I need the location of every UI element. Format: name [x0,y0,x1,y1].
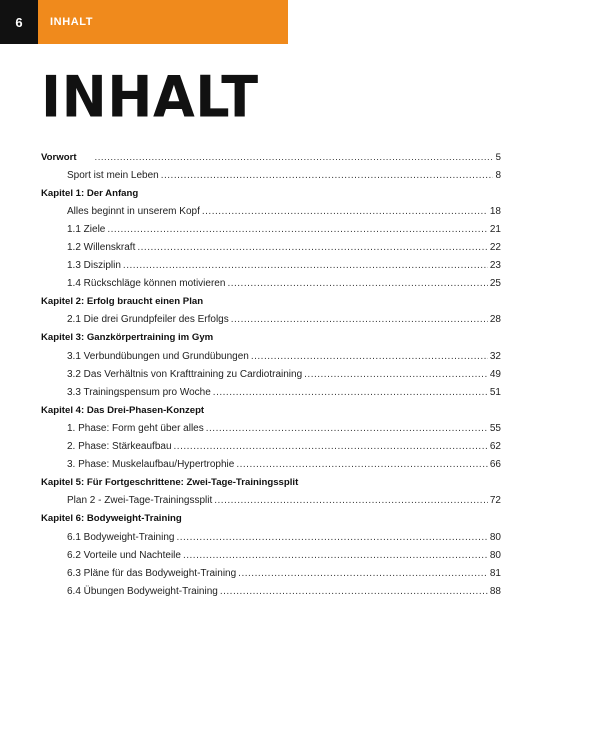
dot-leader [183,550,488,561]
dot-leader [161,170,494,181]
toc-entry[interactable] [41,365,501,383]
toc-entry[interactable] [41,383,501,401]
dot-leader [123,260,488,271]
dot-leader [95,152,494,163]
dot-leader [231,314,488,325]
toc-page-number: 5 [495,151,501,163]
toc-chapter[interactable] [41,184,501,202]
toc-entry-label: Sport ist mein Leben [67,169,159,181]
header-bar [0,0,288,44]
toc-entry-label: 1.4 Rückschläge können motivieren [67,278,226,290]
toc-entry[interactable] [41,419,501,437]
toc-entry-label: 1.3 Disziplin [67,260,121,272]
toc-entry-label: 6.3 Pläne für das Bodyweight-Training [67,567,237,579]
toc-entry-label: 1. Phase: Form geht über alles [67,422,204,434]
toc-page-number: 66 [489,459,501,471]
toc-entry[interactable] [41,564,501,582]
toc-entry[interactable] [41,347,501,365]
dot-leader [251,351,488,362]
dot-leader [137,242,488,253]
toc-entry-label: 6.1 Bodyweight-Training [67,531,175,543]
toc-page-number: 8 [495,169,501,181]
toc-entry-label: 1.1 Ziele [67,223,106,235]
toc-entry-label: 6.2 Vorteile und Nachteile [67,549,181,561]
toc-entry[interactable] [41,582,501,600]
toc-chapter[interactable] [41,148,501,166]
toc-entry[interactable] [41,492,501,510]
toc-entry[interactable] [41,438,501,456]
table-of-contents [41,148,501,600]
toc-page-number: 80 [489,549,501,561]
toc-entry[interactable] [41,456,501,474]
dot-leader [238,568,488,579]
toc-entry[interactable] [41,311,501,329]
toc-page-number: 88 [489,585,501,597]
dot-leader [214,495,488,506]
toc-entry-label: 2.1 Die drei Grundpfeiler des Erfolgs [67,314,229,326]
toc-entry-label: Kapitel 3: Ganzkörpertraining im Gym [41,332,214,344]
toc-entry[interactable] [41,275,501,293]
toc-entry-label: 3.3 Trainingspensum pro Woche [67,386,211,398]
dot-leader [227,278,487,289]
toc-entry[interactable] [41,166,501,184]
toc-entry-label: Vorwort [41,151,77,163]
dot-leader [174,441,488,452]
dot-leader [220,586,488,597]
dot-leader [202,206,488,217]
toc-chapter[interactable] [41,510,501,528]
toc-entry-label: Kapitel 2: Erfolg braucht einen Plan [41,296,204,308]
toc-entry-label: Kapitel 6: Bodyweight-Training [41,513,182,525]
header-label: INHALT [50,16,94,28]
toc-chapter[interactable] [41,293,501,311]
toc-entry-label: Alles beginnt in unserem Kopf [67,205,200,217]
toc-page-number: 49 [489,368,501,380]
toc-chapter[interactable] [41,329,501,347]
toc-page-number: 55 [489,422,501,434]
page-number: 6 [0,0,38,44]
toc-entry[interactable] [41,238,501,256]
toc-page-number: 21 [489,223,501,235]
toc-entry[interactable] [41,257,501,275]
dot-leader [236,459,488,470]
toc-page-number: 18 [489,205,501,217]
toc-entry-label: Kapitel 1: Der Anfang [41,187,139,199]
toc-page-number: 81 [489,567,501,579]
toc-entry-label: 6.4 Übungen Bodyweight-Training [67,585,218,597]
toc-entry-label: 3.2 Das Verhältnis von Krafttraining zu Cardiotraining [67,368,303,380]
toc-page-number: 23 [489,260,501,272]
toc-page-number: 28 [489,314,501,326]
toc-page-number: 80 [489,531,501,543]
toc-page-number: 51 [489,386,501,398]
toc-page-number: 22 [489,242,501,254]
toc-entry-label: 3.1 Verbundübungen und Grundübungen [67,350,249,362]
page-title: INHALT [41,63,259,131]
toc-page-number: 25 [489,278,501,290]
toc-entry-label: 1.2 Willenskraft [67,242,136,254]
toc-entry[interactable] [41,220,501,238]
toc-chapter[interactable] [41,474,501,492]
toc-entry-label: Plan 2 - Zwei-Tage-Trainingssplit [67,495,213,507]
toc-page-number: 32 [489,350,501,362]
dot-leader [206,423,488,434]
toc-entry-label: Kapitel 5: Für Fortgeschrittene: Zwei-Tage-Trainingssplit [41,477,299,489]
toc-entry[interactable] [41,528,501,546]
toc-page-number: 62 [489,441,501,453]
toc-entry[interactable] [41,546,501,564]
dot-leader [176,532,487,543]
toc-entry-label: 2. Phase: Stärkeaufbau [67,441,172,453]
dot-leader [107,224,488,235]
toc-entry-label: 3. Phase: Muskelaufbau/Hypertrophie [67,459,235,471]
toc-entry[interactable] [41,202,501,220]
dot-leader [304,369,488,380]
toc-chapter[interactable] [41,401,501,419]
dot-leader [213,387,488,398]
toc-entry-label: Kapitel 4: Das Drei-Phasen-Konzept [41,404,205,416]
toc-page-number: 72 [489,495,501,507]
